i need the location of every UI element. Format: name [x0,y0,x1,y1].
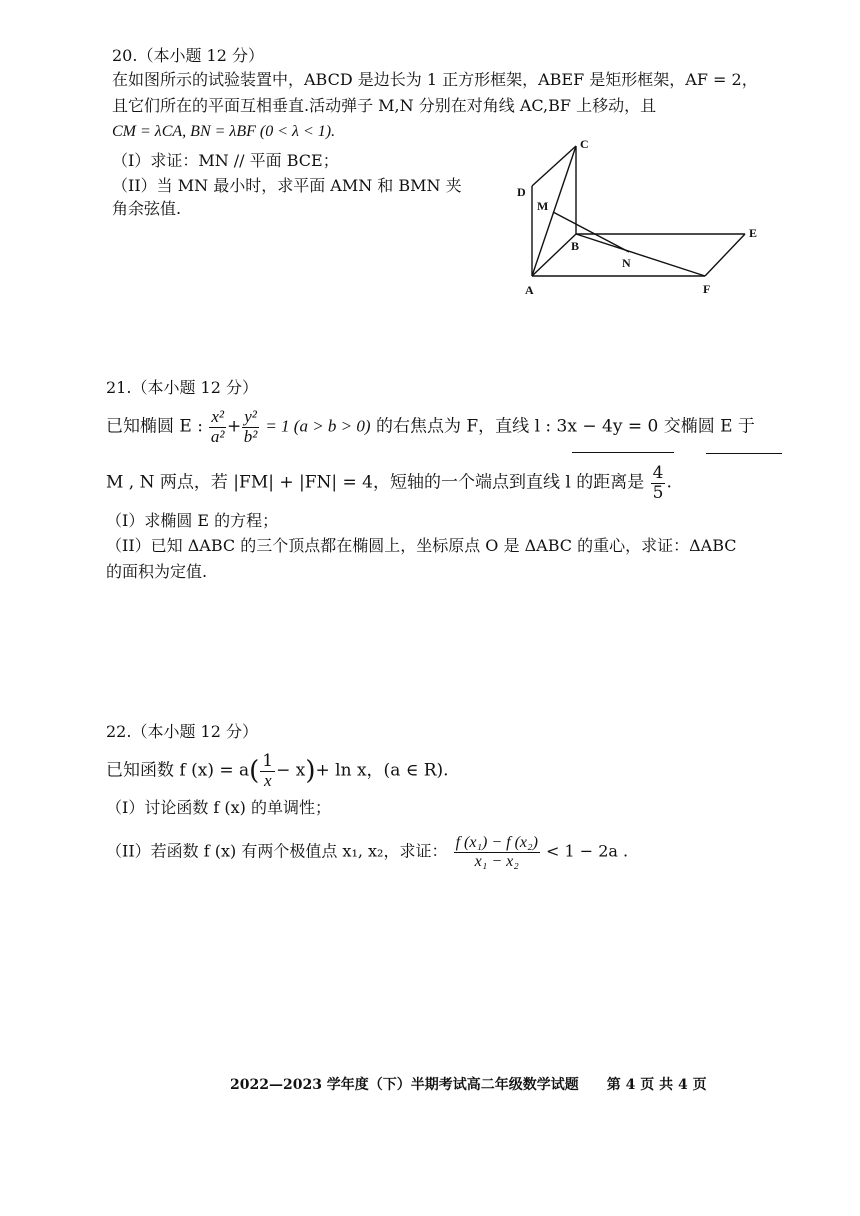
q21-frac-y-den: b² [243,426,258,446]
q22-paren-tail: − x [276,760,306,781]
q20-line1: 在如图所示的试验装置中，ABCD 是边长为 1 正方形框架，ABEF 是矩形框架，AF = 2， [112,70,758,89]
q22-frac-1-over-x [260,752,275,790]
q21-line2: M , N 两点，若 |FM| + |FN| = 4，短轴的一个端点到直线 l 的距离是 $\frac{4}{5}$ . [106,463,672,503]
q22-part1: （I）讨论函数 f (x) 的单调性； [106,798,332,817]
q20-line3: CM = λCA, BN = λBF (0 < λ < 1). [112,123,336,140]
q20-part2b: 角余弦值. [112,199,182,218]
q20-geometry-figure [505,130,775,300]
label-B: B [571,239,580,253]
label-N: N [622,256,631,270]
q22-frac-den: x [263,770,272,790]
q22-frac-num: 1 [262,751,274,771]
q22-frac-difference [454,834,540,870]
q21-line1-prefix: 已知椭圆 E : [106,416,203,437]
q21-line1 [106,408,755,446]
q21-frac-distance-num: 4 [652,463,664,483]
q21-frac-distance-den: 5 [652,482,664,503]
q21-frac-y-num: y² [244,407,257,426]
q21-line1-rest: 的右焦点为 F，直线 l : 3x − 4y = 0 交椭圆 E 于 [375,416,755,437]
label-F: F [703,282,711,296]
label-A: A [525,283,534,297]
q22-frac-diff-den: x₁ − x₂ [474,852,519,870]
edge-EF [705,234,745,276]
q22-line1-prefix: 已知函数 f (x) = a [106,760,250,781]
q20-header: 20.（本小题 12 分） [112,46,264,65]
q20-part2a: （II）当 MN 最小时，求平面 AMN 和 BMN 夹 [112,176,462,195]
q21-condition: = 1 (a > b > 0) [265,416,371,436]
q22-part2 [106,834,628,870]
q22-part2-tail: < 1 − 2a . [545,841,629,861]
q22-part2-text: （II）若函数 f (x) 有两个极值点 x₁, x₂，求证： [106,841,448,861]
q21-header: 21.（本小题 12 分） [106,378,258,397]
q21-part2a: （II）已知 ΔABC 的三个顶点都在椭圆上，坐标原点 O 是 ΔABC 的重心，求证：ΔABC [106,536,737,555]
q21-part1: （I）求椭圆 E 的方程； [106,511,279,530]
q22-line1: 已知函数 f (x) = a( $\frac{1}{x}$ − x)+ ln x，(a ∈ R). [106,751,449,790]
label-M: M [537,199,549,213]
q21-frac-x [209,408,226,446]
q21-frac-y [242,408,259,446]
page-footer: 2022—2023 学年度（下）半期考试高二年级数学试题 第 4 页 共 4 页 [230,1077,707,1093]
q21-underline-1 [572,452,674,453]
q22-frac-diff-num: f (x₁) − f (x₂) [455,834,538,851]
q21-frac-x-den: a² [210,426,225,446]
q20-line2: 且它们所在的平面互相垂直.活动弹子 M,N 分别在对角线 AC,BF 上移动，且 [112,96,657,115]
q21-line2-text: M , N 两点，若 |FM| + |FN| = 4，短轴的一个端点到直线 l 的距离是 [106,472,645,493]
q20-part1: （I）求证：MN // 平面 BCE； [112,151,339,170]
q21-underline-2 [706,453,782,454]
label-C: C [580,137,589,151]
q21-frac-x-num: x² [211,407,225,426]
label-E: E [749,226,758,240]
q22-line1-rest: + ln x，(a ∈ R). [315,760,449,781]
q21-frac-distance [651,464,666,502]
label-D: D [517,185,526,199]
q21-part2b: 的面积为定值. [106,562,208,581]
q21-plus: + [227,416,242,437]
q22-header: 22.（本小题 12 分） [106,722,258,741]
diagonal-BF [576,234,705,276]
